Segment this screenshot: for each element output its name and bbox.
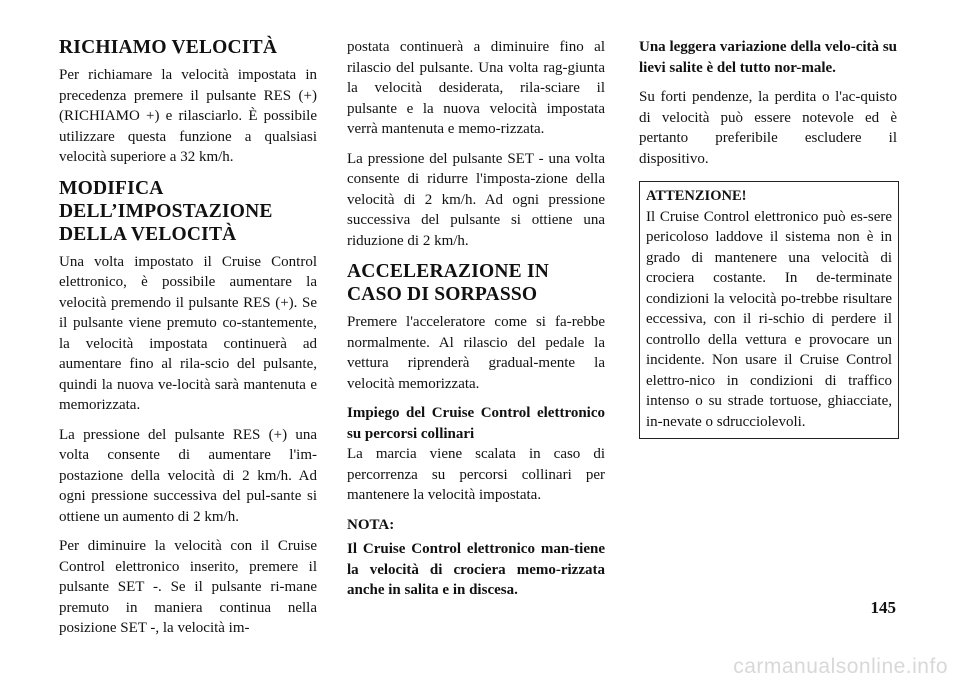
column-right <box>639 37 897 439</box>
warning-title: ATTENZIONE! <box>646 188 747 204</box>
heading-modifica-velocita: MODIFICA DELL’IMPOSTAZIONE DELLA VELOCITÀ <box>59 177 273 245</box>
paragraph-collinari: La marcia viene scalata in caso di percorrenza su percorsi collinari per mantenere la velocità impostata. <box>347 446 605 503</box>
paragraph-accelerazione: Premere l'acceleratore come si fa-rebbe normalmente. Al rilascio del pedale la vettura riprenderà gradual-mente la velocità memorizzata. <box>347 314 605 392</box>
paragraph-variazione: Una leggera variazione della velo-cità su lievi salite è del tutto nor-male. <box>639 39 897 76</box>
note-text: Il Cruise Control elettronico man-tiene la velocità di crociera memo-rizzata anche in salita e in discesa. <box>347 541 605 598</box>
heading-accelerazione-sorpasso: ACCELERAZIONE IN CASO DI SORPASSO <box>347 261 550 305</box>
warning-box <box>639 181 899 439</box>
paragraph-continuation: postata continuerà a diminuire fino al rilascio del pulsante. Una volta rag-giunta la velocità desiderata, rila-sciare il pulsante e la nuova velocità impostata verrà mantenuta e memo-rizzata. <box>347 39 605 137</box>
paragraph-set-pressione: La pressione del pulsante SET - una volta consente di ridurre l'imposta-zione della velocità di 2 km/h. Ad ogni pressione successiva del pulsante si ottiene una riduzione di 2 km/h. <box>347 150 605 249</box>
paragraph-modifica-2: La pressione del pulsante RES (+) una volta consente di aumentare l'im-postazione della velocità di 2 km/h. Ad ogni pressione successiva del pul-sante si ottiene un aumento di 2 km/h. <box>59 426 317 525</box>
page-number: 145 <box>870 598 896 617</box>
paragraph-modifica-1: Una volta impostato il Cruise Control elettronico, è possibile aumentare la velocità premendo il pulsante RES (+). Se il pulsante viene premuto co-stantemente, la velocità impostata continuerà ad aumentare fino al rila-scio del pulsante, quindi la nuova ve-locità sarà mantenuta e memorizzata. <box>59 253 317 413</box>
note-label: NOTA: <box>347 516 395 533</box>
column-left <box>59 30 317 648</box>
watermark: carmanualsonline.info <box>733 655 948 678</box>
paragraph-pendenze: Su forti pendenze, la perdita o l'ac-quisto di velocità può essere notevole ed è pertanto preferibile escludere il dispositivo. <box>639 89 897 167</box>
subheading-percorsi-collinari: Impiego del Cruise Control elettronico su percorsi collinari <box>347 405 605 442</box>
paragraph-richiamo: Per richiamare la velocità impostata in precedenza premere il pulsante RES (+) (RICHIAMO +) e rilasciarlo. È possibile utilizzare questa funzione a qualsiasi velocità superiore a 32 km/h. <box>59 67 317 165</box>
warning-text: Il Cruise Control elettronico può es-sere pericoloso laddove il sistema non è in grado di mantenere una velocità di crociera costante. In de-terminate condizioni la velocità po-trebbe risultare eccessiva, con il ri-schio di perdere il controllo della vettura e provocare un incidente. Non usare il Cruise Control elettro-nico in condizioni di traffico intenso o su strade tortuose, ghiacciate, in-nevate o sdrucciolevoli. <box>646 208 892 430</box>
paragraph-modifica-3: Per diminuire la velocità con il Cruise Control elettronico inserito, premere il pulsante SET -. Se il pulsante ri-mane premuto in maniera continua nella posizione SET -, la velocità im- <box>59 538 317 636</box>
heading-richiamo-velocita: RICHIAMO VELOCITÀ <box>59 37 278 58</box>
column-middle <box>347 37 605 610</box>
